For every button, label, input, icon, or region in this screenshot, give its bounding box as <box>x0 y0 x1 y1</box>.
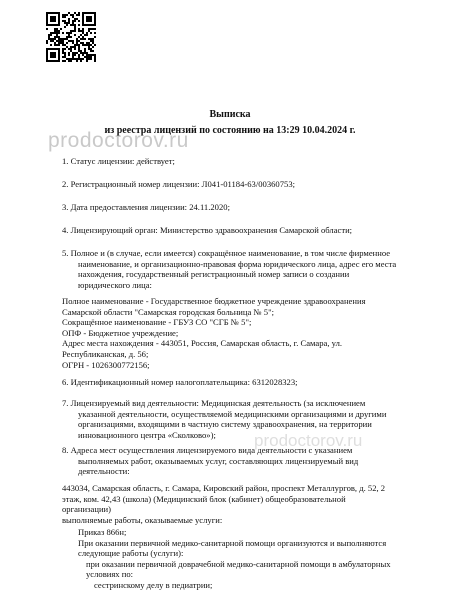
item-3: 3. Дата предоставления лицензии: 24.11.2020; <box>62 202 230 212</box>
org-line: Самарской области "Самарская городская больница № 5"; <box>62 306 274 317</box>
address-line: этаж, ком. 42,43 (школа) (Медицинский блок (кабинет) общеобразовательной <box>62 493 346 504</box>
item-7-line: инновационного центра «Сколково»); <box>78 429 216 440</box>
watermark: prodoctorov.ru <box>48 129 189 152</box>
item-8-line: 8. Адреса мест осуществления лицензируемого вида деятельности с указанием <box>62 445 353 455</box>
item-5 <box>62 248 422 290</box>
item-5-line: 5. Полное и (в случае, если имеется) сокращённое наименование, в том числе фирменное <box>62 248 391 258</box>
address-line: выполняемые работы, оказываемые услуги: <box>62 514 223 525</box>
item-5-line: нахождения, государственный регистрационный номер записи о создании <box>78 269 350 280</box>
item-8-line: выполняемых работ, оказываемых услуг, составляющих лицензируемый вид <box>78 455 359 466</box>
address-line: 443034, Самарская область, г. Самара, Кировский район, проспект Металлургов, д. 52, 2 <box>62 483 386 493</box>
item-7-line: организациями, входящими в частную систему здравоохранения, на территории <box>78 419 372 430</box>
pmsp-line: следующие работы (услуги): <box>78 548 184 559</box>
org-line: ОПФ - Бюджетное учреждение; <box>62 327 179 338</box>
order-line: Приказ 866н; <box>78 527 127 537</box>
nurse-line: сестринскому делу в педиатрии; <box>94 579 213 590</box>
qr-code <box>46 12 96 62</box>
watermark-lower: prodoctorov.ru <box>254 431 363 450</box>
org-line: ОГРН - 1026300772156; <box>62 359 150 370</box>
dovr-line: при оказании первичной доврачебной медико-санитарной помощи в амбулаторных <box>86 558 391 569</box>
document-title: Выписка <box>209 109 251 120</box>
activity-address <box>62 483 422 525</box>
pmsp-line: При оказании первичной медико-санитарной помощи организуются и выполняются <box>78 537 387 548</box>
item-5-line: юридического лица: <box>78 279 152 290</box>
org-line: Адрес места нахождения - 443051, Россия, Самарская область, г. Самара, ул. <box>62 338 343 349</box>
item-5-line: наименование, и организационно-правовая форма юридического лица, адрес его места <box>78 258 397 269</box>
organization-details <box>62 296 422 370</box>
item-2: 2. Регистрационный номер лицензии: Л041-01184-63/00360753; <box>62 179 296 189</box>
item-8-line: деятельности: <box>78 466 130 477</box>
org-line: Республиканская, д. 56; <box>62 348 149 359</box>
item-7-line: 7. Лицензируемый вид деятельности: Медицинская деятельность (за исключением <box>62 398 366 408</box>
document-subtitle: из реестра лицензий по состоянию на 13:29 10.04.2024 г. <box>104 125 356 136</box>
org-line: Полное наименование - Государственное бюджетное учреждение здравоохранения <box>62 296 366 306</box>
org-line: Сокращённое наименование - ГБУЗ СО "СГБ № 5"; <box>62 317 252 328</box>
dovr-line: условиях по: <box>86 569 134 580</box>
item-7-line: указанной деятельности, осуществляемой медицинскими организациями и другими <box>78 408 387 419</box>
services-list <box>62 527 422 591</box>
item-4: 4. Лицензирующий орган: Министерство здравоохранения Самарской области; <box>62 225 353 235</box>
item-8 <box>62 445 422 477</box>
address-line: организации) <box>62 504 111 515</box>
item-6: 6. Идентификационный номер налогоплательщика: 6312028323; <box>62 377 298 387</box>
item-7 <box>62 398 422 440</box>
item-1: 1. Статус лицензии: действует; <box>62 156 175 166</box>
